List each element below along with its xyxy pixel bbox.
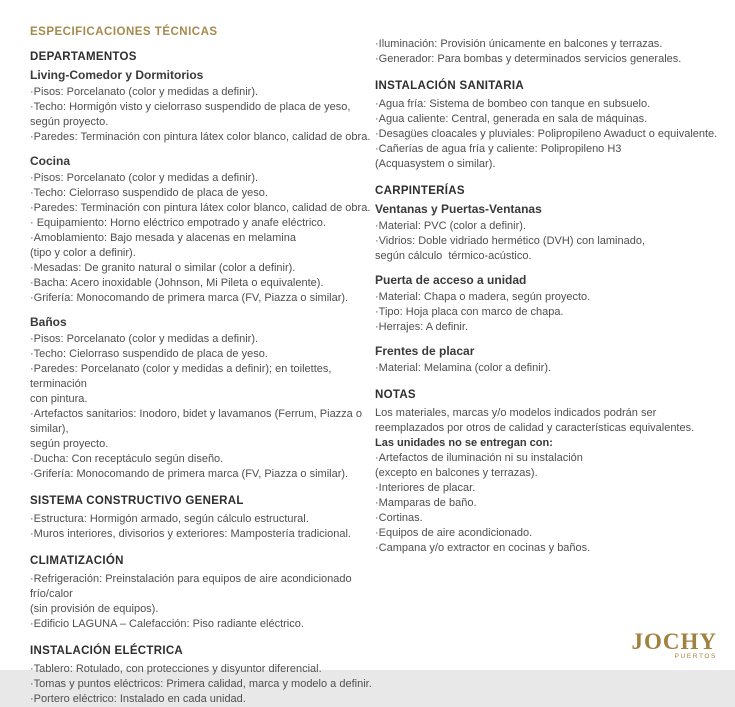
spec-line: ·Tipo: Hoja placa con marco de chapa. [375, 306, 564, 318]
spec-line: ·Mamparas de baño. [375, 497, 477, 509]
spec-line: ·Pisos: Porcelanato (color y medidas a definir). [30, 333, 259, 345]
spec-line: ·Interiores de placar. [375, 482, 476, 494]
spec-line: ·Techo: Cielorraso suspendido de placa de yeso. [30, 348, 268, 360]
spec-section [30, 495, 375, 542]
left-column [30, 26, 375, 707]
spec-line: ·Artefactos sanitarios: Inodoro, bidet y lavamanos (Ferrum, Piazza o similar), [30, 408, 366, 435]
spec-line: ·Agua caliente: Central, generada en sala de máquinas. [375, 113, 648, 125]
spec-line: ·Artefactos de iluminación ni su instalación [375, 452, 583, 464]
spec-group [375, 273, 719, 335]
spec-line: ·Vidrios: Doble vidriado hermético (DVH) con laminado, [375, 235, 646, 247]
spec-line: ·Bacha: Acero inoxidable (Johnson, Mi Pileta o equivalente). [30, 277, 324, 289]
two-column-layout [30, 26, 719, 707]
spec-section [375, 37, 719, 67]
spec-line: con pintura. [30, 393, 88, 405]
spec-line: · Equipamiento: Horno eléctrico empotrado y anafe eléctrico. [30, 217, 326, 229]
group-subheading: Cocina [30, 154, 71, 168]
spec-line: ·Cortinas. [375, 512, 423, 524]
spec-group [30, 512, 375, 542]
group-subheading: Frentes de placar [375, 344, 475, 358]
section-heading: DEPARTAMENTOS [30, 51, 137, 63]
spec-group [375, 37, 719, 67]
spec-group [375, 202, 719, 264]
spec-line: ·Iluminación: Provisión únicamente en balcones y terrazas. [375, 38, 663, 50]
right-column [375, 26, 719, 707]
group-subheading: Puerta de acceso a unidad [375, 273, 527, 287]
spec-section [375, 185, 719, 376]
spec-line: ·Paredes: Terminación con pintura látex color blanco, calidad de obra. [30, 131, 371, 143]
section-heading: CLIMATIZACIÓN [30, 555, 124, 567]
spec-group [30, 315, 375, 482]
spec-line: según proyecto. [30, 116, 109, 128]
group-subheading: Ventanas y Puertas-Ventanas [375, 202, 542, 216]
spec-line: ·Material: PVC (color a definir). [375, 220, 526, 232]
spec-line: (tipo y color a definir). [30, 247, 136, 259]
spec-line: ·Generador: Para bombas y determinados servicios generales. [375, 53, 682, 65]
section-heading: CARPINTERÍAS [375, 185, 465, 197]
spec-group [375, 406, 719, 556]
spec-section [375, 80, 719, 172]
logo-tagline: PUERTOS [674, 653, 717, 660]
spec-line: ·Mesadas: De granito natural o similar (color a definir). [30, 262, 296, 274]
logo-wordmark: JOCHY [631, 629, 717, 654]
spec-line: ·Material: Chapa o madera, según proyecto. [375, 291, 591, 303]
spec-group [30, 68, 375, 145]
spec-line: ·Paredes: Porcelanato (color y medidas a definir); en toilettes, terminación [30, 363, 335, 390]
spec-line: Las unidades no se entregan con: [375, 437, 553, 449]
group-subheading: Living-Comedor y Dormitorios [30, 68, 204, 82]
spec-group [30, 662, 375, 707]
spec-line: (Acquasystem o similar). [375, 158, 496, 170]
spec-line: ·Estructura: Hormigón armado, según cálculo estructural. [30, 513, 309, 525]
spec-line: ·Techo: Cielorraso suspendido de placa de yeso. [30, 187, 268, 199]
section-heading: SISTEMA CONSTRUCTIVO GENERAL [30, 495, 244, 507]
spec-line: según proyecto. [30, 438, 109, 450]
spec-line: ·Tomas y puntos eléctricos: Primera calidad, marca y modelo a definir. [30, 678, 372, 690]
spec-line: ·Pisos: Porcelanato (color y medidas a definir). [30, 172, 259, 184]
spec-section [30, 645, 375, 707]
section-heading: INSTALACIÓN SANITARIA [375, 80, 524, 92]
spec-line: ·Cañerías de agua fría y caliente: Polipropileno H3 [375, 143, 622, 155]
spec-line: (excepto en balcones y terrazas). [375, 467, 538, 479]
spec-section [30, 51, 375, 482]
spec-group [30, 154, 375, 306]
spec-line: ·Ducha: Con receptáculo según diseño. [30, 453, 224, 465]
spec-line: ·Material: Melamina (color a definir). [375, 362, 552, 374]
spec-section [30, 555, 375, 632]
spec-line: ·Pisos: Porcelanato (color y medidas a definir). [30, 86, 259, 98]
spec-line: según cálculo térmico-acústico. [375, 250, 532, 262]
spec-line: (sin provisión de equipos). [30, 603, 159, 615]
spec-line: ·Desagües cloacales y pluviales: Polipropileno Awaduct o equivalente. [375, 128, 718, 140]
group-subheading: Baños [30, 315, 67, 329]
spec-group [375, 97, 719, 172]
spec-line: ·Herrajes: A definir. [375, 321, 468, 333]
spec-group [375, 344, 719, 376]
spec-section [375, 389, 719, 556]
spec-line: ·Campana y/o extractor en cocinas y baños. [375, 542, 591, 554]
spec-line: ·Portero eléctrico: Instalado en cada unidad. [30, 693, 246, 705]
spec-line: ·Edificio LAGUNA – Calefacción: Piso radiante eléctrico. [30, 618, 304, 630]
section-heading: NOTAS [375, 389, 416, 401]
section-heading: INSTALACIÓN ELÉCTRICA [30, 645, 184, 657]
spec-line: ·Muros interiores, divisorios y exteriores: Mampostería tradicional. [30, 528, 351, 540]
spec-line: ·Grifería: Monocomando de primera marca (FV, Piazza o similar). [30, 468, 349, 480]
spec-line: reemplazados por otros de calidad y características equivalentes. [375, 422, 695, 434]
page-title: ESPECIFICACIONES TÉCNICAS [30, 26, 218, 38]
spec-line: ·Paredes: Terminación con pintura látex color blanco, calidad de obra. [30, 202, 371, 214]
spec-line: Los materiales, marcas y/o modelos indicados podrán ser [375, 407, 657, 419]
spec-line: ·Agua fría: Sistema de bombeo con tanque en subsuelo. [375, 98, 651, 110]
company-logo [632, 631, 718, 660]
spec-line: ·Equipos de aire acondicionado. [375, 527, 533, 539]
spec-line: ·Amoblamiento: Bajo mesada y alacenas en melamina [30, 232, 296, 244]
spec-line: ·Tablero: Rotulado, con protecciones y disyuntor diferencial. [30, 663, 322, 675]
spec-line: ·Grifería: Monocomando de primera marca (FV, Piazza o similar). [30, 292, 349, 304]
spec-line: ·Refrigeración: Preinstalación para equipos de aire acondicionado frío/calor [30, 573, 355, 600]
spec-group [30, 572, 375, 632]
spec-line: ·Techo: Hormigón visto y cielorraso suspendido de placa de yeso, [30, 101, 351, 113]
